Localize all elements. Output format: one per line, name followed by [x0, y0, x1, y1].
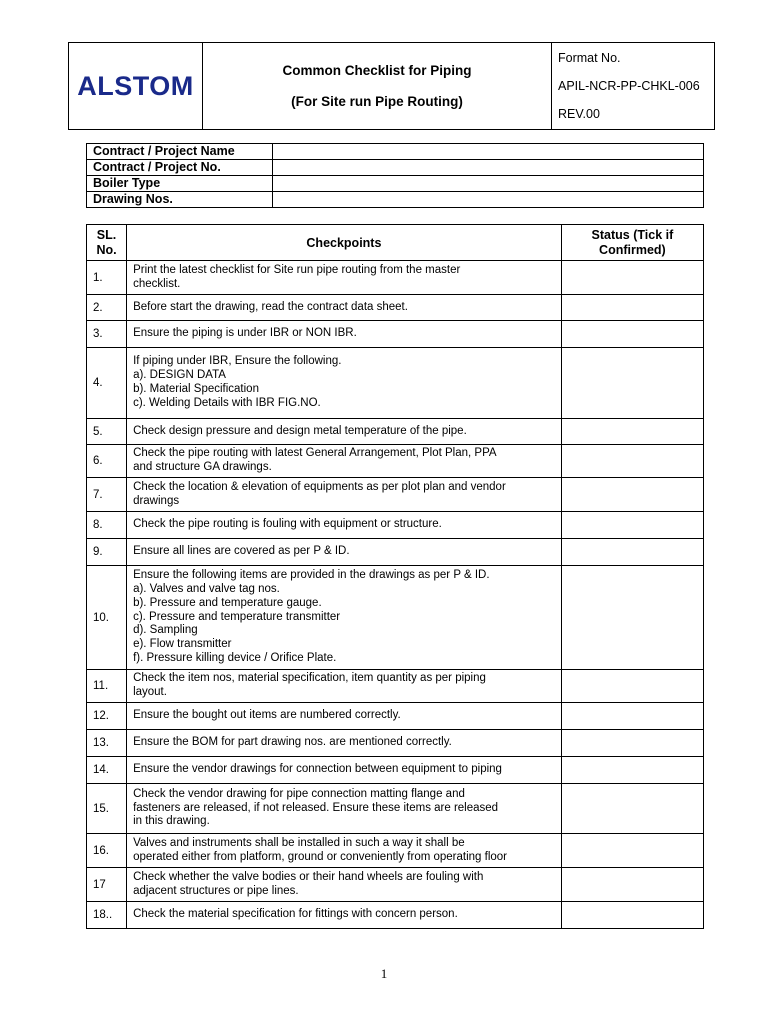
row-serial-number: 5.	[87, 419, 127, 445]
title-line-1: Common Checklist for Piping	[282, 63, 472, 78]
row-serial-number: 18..	[87, 902, 127, 929]
status-tick-cell[interactable]	[561, 670, 703, 703]
row-checkpoint	[127, 868, 562, 902]
status-tick-cell[interactable]	[561, 445, 703, 478]
format-label: Format No.	[558, 51, 621, 65]
checkpoint-line: Ensure the following items are provided in the drawings as per P & ID.	[133, 569, 490, 582]
row-checkpoint	[127, 261, 562, 295]
checklist-row	[87, 512, 704, 539]
info-label: Boiler Type	[87, 176, 273, 192]
row-checkpoint	[127, 539, 562, 566]
status-tick-cell[interactable]	[561, 757, 703, 784]
checklist-header-row	[87, 225, 704, 261]
checkpoint-line: Ensure all lines are covered as per P & ID.	[133, 545, 350, 558]
row-serial-number: 14.	[87, 757, 127, 784]
row-serial-number: 9.	[87, 539, 127, 566]
row-serial-number: 2.	[87, 295, 127, 321]
checkpoint-line: Before start the drawing, read the contract data sheet.	[133, 300, 408, 313]
info-value-field[interactable]	[273, 144, 704, 160]
checklist-row	[87, 730, 704, 757]
row-checkpoint	[127, 784, 562, 834]
info-row	[87, 144, 704, 160]
row-serial-number: 13.	[87, 730, 127, 757]
document-title	[203, 43, 552, 130]
checklist-row	[87, 539, 704, 566]
alstom-logo: ALSTOM	[77, 70, 194, 101]
checklist-row	[87, 784, 704, 834]
row-checkpoint	[127, 419, 562, 445]
status-tick-cell[interactable]	[561, 321, 703, 348]
checkpoint-line: Check the vendor drawing for pipe connection matting flange and	[133, 787, 465, 800]
row-serial-number: 3.	[87, 321, 127, 348]
checklist-row	[87, 478, 704, 512]
sl-header-line: No.	[96, 242, 117, 257]
checklist-row	[87, 348, 704, 419]
row-serial-number: 7.	[87, 478, 127, 512]
status-tick-cell[interactable]	[561, 348, 703, 419]
row-checkpoint	[127, 703, 562, 730]
checkpoint-line: Check the item nos, material specification, item quantity as per piping	[133, 672, 486, 685]
checkpoint-line: c). Welding Details with IBR FIG.NO.	[133, 396, 321, 409]
status-tick-cell[interactable]	[561, 295, 703, 321]
info-label: Contract / Project Name	[87, 144, 273, 160]
checkpoint-line: d). Sampling	[133, 624, 198, 637]
checklist-row	[87, 566, 704, 670]
row-checkpoint	[127, 512, 562, 539]
status-tick-cell[interactable]	[561, 419, 703, 445]
info-row	[87, 192, 704, 208]
status-tick-cell[interactable]	[561, 868, 703, 902]
checkpoint-line: Check design pressure and design metal temperature of the pipe.	[133, 424, 467, 437]
checkpoint-line: Check the pipe routing is fouling with equipment or structure.	[133, 518, 442, 531]
checklist-row	[87, 261, 704, 295]
checkpoint-line: Ensure the vendor drawings for connection between equipment to piping	[133, 763, 502, 776]
row-serial-number: 6.	[87, 445, 127, 478]
checkpoint-line: Print the latest checklist for Site run pipe routing from the master	[133, 263, 461, 276]
status-header-line: Confirmed)	[599, 242, 666, 257]
checkpoint-line: c). Pressure and temperature transmitter	[133, 610, 341, 623]
checkpoints-header: Checkpoints	[127, 225, 562, 261]
status-tick-cell[interactable]	[561, 902, 703, 929]
checklist-row	[87, 868, 704, 902]
checklist-row	[87, 703, 704, 730]
checkpoint-line: Check the location & elevation of equipments as per plot plan and vendor	[133, 480, 506, 493]
title-line-2: (For Site run Pipe Routing)	[291, 94, 463, 109]
checklist-row	[87, 445, 704, 478]
sl-no-header	[87, 225, 127, 261]
row-serial-number: 10.	[87, 566, 127, 670]
info-row	[87, 160, 704, 176]
checklist-body	[87, 261, 704, 929]
checkpoint-line: in this drawing.	[133, 815, 210, 828]
row-serial-number: 17	[87, 868, 127, 902]
row-checkpoint	[127, 902, 562, 929]
page-number: 1	[380, 966, 388, 981]
checklist-row	[87, 834, 704, 868]
logo-cell	[69, 43, 203, 130]
checkpoint-line: b). Material Specification	[133, 383, 259, 395]
checkpoint-line: e). Flow transmitter	[133, 638, 232, 651]
checklist-row	[87, 902, 704, 929]
info-value-field[interactable]	[273, 176, 704, 192]
checkpoint-line: fasteners are released, if not released. Ensure these items are released	[133, 801, 499, 814]
row-checkpoint	[127, 730, 562, 757]
row-checkpoint	[127, 321, 562, 348]
row-serial-number: 1.	[87, 261, 127, 295]
document-header	[68, 42, 715, 130]
row-checkpoint	[127, 834, 562, 868]
checkpoint-line: drawings	[133, 494, 180, 507]
checkpoint-line: operated either from platform, ground or conveniently from operating floor	[133, 850, 508, 863]
checkpoint-line: Check whether the valve bodies or their hand wheels are fouling with	[133, 870, 484, 883]
project-info-table	[86, 143, 704, 208]
checkpoint-line: Ensure the bought out items are numbered correctly.	[133, 709, 401, 722]
status-tick-cell[interactable]	[561, 478, 703, 512]
checkpoint-line: f). Pressure killing device / Orifice Plate.	[133, 651, 337, 664]
status-tick-cell[interactable]	[561, 261, 703, 295]
checkpoint-line: a). DESIGN DATA	[133, 369, 226, 382]
format-number: APIL-NCR-PP-CHKL-006	[558, 79, 700, 93]
checkpoint-line: checklist.	[133, 277, 181, 290]
info-label: Contract / Project No.	[87, 160, 273, 176]
checklist-row	[87, 419, 704, 445]
checkpoint-line: Ensure the piping is under IBR or NON IBR.	[133, 327, 357, 340]
checkpoint-line: adjacent structures or pipe lines.	[133, 884, 299, 897]
info-row	[87, 176, 704, 192]
checkpoint-line: Check the pipe routing with latest General Arrangement, Plot Plan, PPA	[133, 447, 497, 460]
status-tick-cell[interactable]	[561, 834, 703, 868]
checklist-table	[86, 224, 704, 929]
status-tick-cell[interactable]	[561, 539, 703, 566]
row-checkpoint	[127, 478, 562, 512]
row-serial-number: 16.	[87, 834, 127, 868]
status-header-line: Status (Tick if	[591, 227, 674, 242]
checkpoint-line: Valves and instruments shall be installed in such a way it shall be	[133, 836, 465, 849]
status-tick-cell[interactable]	[561, 566, 703, 670]
checkpoint-line: layout.	[133, 686, 167, 698]
row-checkpoint	[127, 348, 562, 419]
row-serial-number: 4.	[87, 348, 127, 419]
checkpoint-line: Ensure the BOM for part drawing nos. are mentioned correctly.	[133, 736, 452, 749]
row-checkpoint	[127, 445, 562, 478]
checkpoint-line: and structure GA drawings.	[133, 461, 272, 473]
status-tick-cell[interactable]	[561, 730, 703, 757]
row-checkpoint	[127, 757, 562, 784]
sl-header-line: SL.	[96, 227, 117, 242]
info-value-field[interactable]	[273, 160, 704, 176]
status-header	[561, 225, 703, 261]
checklist-row	[87, 757, 704, 784]
row-serial-number: 12.	[87, 703, 127, 730]
status-tick-cell[interactable]	[561, 784, 703, 834]
status-tick-cell[interactable]	[561, 512, 703, 539]
row-checkpoint	[127, 566, 562, 670]
info-label: Drawing Nos.	[87, 192, 273, 208]
row-serial-number: 15.	[87, 784, 127, 834]
row-serial-number: 8.	[87, 512, 127, 539]
row-serial-number: 11.	[87, 670, 127, 703]
checkpoint-line: If piping under IBR, Ensure the following.	[133, 355, 342, 368]
checklist-row	[87, 321, 704, 348]
revision: REV.00	[558, 107, 600, 121]
checklist-row	[87, 670, 704, 703]
checkpoint-line: b). Pressure and temperature gauge.	[133, 596, 322, 609]
row-checkpoint	[127, 670, 562, 703]
format-info	[552, 43, 715, 130]
checkpoint-line: Check the material specification for fittings with concern person.	[133, 908, 458, 921]
info-value-field[interactable]	[273, 192, 704, 208]
status-tick-cell[interactable]	[561, 703, 703, 730]
checkpoint-line: a). Valves and valve tag nos.	[133, 583, 280, 595]
row-checkpoint	[127, 295, 562, 321]
checklist-row	[87, 295, 704, 321]
